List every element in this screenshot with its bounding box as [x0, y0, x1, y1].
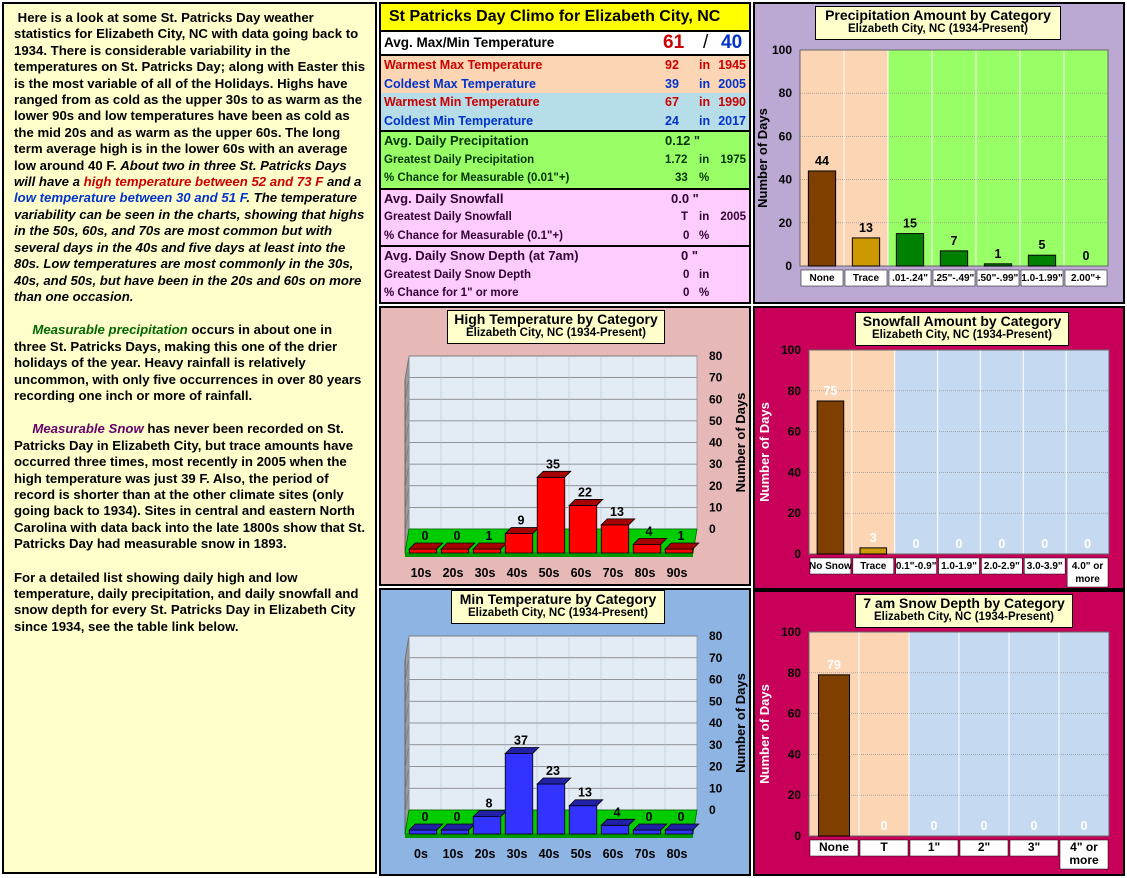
- hi-bar: [633, 544, 661, 553]
- narrative-paragraph-4: For a detailed list showing daily high and low temperature, daily precipitation, and daily snowfall and snow depth for every St. Patricks Day in Elizabeth City since 1934, see the table link below.: [14, 569, 359, 634]
- hi-bar-top: [537, 471, 571, 477]
- snow-data-label: 0: [955, 537, 963, 551]
- pct-snow-row: % Chance for Measurable (0.1"+) 0 %: [384, 229, 710, 242]
- hi-xtick-label: 80s: [634, 566, 656, 580]
- precip-ytick-label: 20: [778, 215, 792, 230]
- lo-ytick-label: 50: [709, 694, 723, 709]
- hi-data-label: 35: [546, 457, 560, 472]
- snow-ytick-label: 80: [787, 383, 801, 398]
- precip-bar: [984, 264, 1011, 266]
- avg-snow-row: Avg. Daily Snowfall 0.0 ": [384, 190, 699, 206]
- precip-data-label: 5: [1038, 238, 1046, 253]
- precip-ytick-label: 0: [785, 259, 792, 273]
- hi-bar: [473, 549, 501, 553]
- snow-bar: [817, 401, 844, 554]
- lo-ytick-label: 60: [709, 672, 723, 687]
- depth-data-label: 0: [980, 819, 988, 833]
- lo-ytick-label: 20: [709, 759, 723, 774]
- hi-ytick-label: 30: [709, 457, 723, 472]
- lo-xtick-label: 50s: [570, 847, 592, 861]
- hi-bar: [441, 549, 469, 553]
- snow-data-label: 0: [912, 537, 920, 551]
- narrative-paragraph-1: Here is a look at some St. Patricks Day weather statistics for Elizabeth City, NC with data going back to 1934. There is considerable variability in the temperatures on St. Patricks Day; along with Easter this is the most variable of all of the Holidays. Highs have ranged from as cold as the upper 30s to as warm as the lower 90s and low temperatures have been as cold as the mid 20s and as warm as the upper 60s. The long term average high is in the lower 60s with an average low around 40 F. About two in three St. Patricks Days will have a high temperature between 52 and 73 F and a low temperature between 30 and 51 F. The temperature variability can be seen in the charts, showing that highs in the 50s, 60s, and 70s are most common but with several days in the 40s and five days at least into the 80s. Low temperatures are most commonly in the 30s, 40s, and 50s, but have been in the 20s and 60s on more than one occasion.: [14, 10, 366, 304]
- lo-bar: [537, 784, 565, 834]
- snowfall-chart-title: Snowfall Amount by Category: [862, 313, 1062, 329]
- min-temp-chart-title: Min Temperature by Category: [459, 591, 657, 607]
- lo-data-label: 23: [546, 763, 560, 778]
- snowfall-chart: [755, 308, 1123, 588]
- precip-xtick-label: 1.0-1.99": [1021, 273, 1063, 284]
- lo-data-label: 4: [613, 805, 621, 820]
- lo-data-label: 0: [645, 810, 653, 824]
- snow-ytick-label: 0: [794, 547, 801, 561]
- min-temp-chart: [381, 590, 749, 874]
- avg-maxmin-row: Avg. Max/Min Temperature 61 / 40: [384, 32, 743, 53]
- lo-xtick-label: 80s: [666, 847, 688, 861]
- min-temp-chart-subtitle: Elizabeth City, NC (1934-Present): [467, 607, 648, 619]
- snow-data-label: 3: [869, 530, 877, 545]
- precip-chart: [755, 4, 1123, 302]
- lo-ytick-label: 80: [709, 629, 723, 643]
- lo-data-label: 37: [514, 733, 528, 748]
- narrative-panel: [2, 2, 377, 874]
- hi-xtick-label: 70s: [602, 566, 624, 580]
- precip-bar: [940, 251, 967, 266]
- depth-xtick-label: 3": [1027, 840, 1041, 854]
- high-temp-chart-title-box: [447, 310, 665, 344]
- greatest-snow-row: Greatest Daily Snowfall T in 2005: [384, 211, 746, 223]
- lo-ytick-label: 30: [709, 737, 723, 752]
- depth-xtick-label: 4" or: [1070, 840, 1098, 854]
- hi-bar: [601, 525, 629, 553]
- snow-data-label: 75: [823, 384, 838, 398]
- hi-xtick-label: 90s: [666, 566, 688, 580]
- pct-precip-row: % Chance for Measurable (0.01"+) 33 %: [384, 172, 710, 184]
- hi-data-label: 22: [578, 485, 592, 500]
- precip-bar: [896, 234, 923, 266]
- lo-xtick-label: 40s: [538, 847, 560, 861]
- lo-data-label: 0: [453, 810, 461, 824]
- precip-xtick-label: Trace: [852, 273, 880, 284]
- hi-xtick-label: 50s: [538, 566, 560, 580]
- lo-data-label: 0: [677, 810, 685, 824]
- snow-ytick-label: 60: [787, 424, 801, 439]
- lo-bar: [505, 754, 533, 834]
- hi-bar-top: [569, 499, 603, 505]
- hi-ytick-label: 80: [709, 349, 723, 363]
- depth-data-label: 0: [1080, 819, 1088, 833]
- hi-data-label: 4: [645, 524, 653, 539]
- lo-xtick-label: 10s: [442, 847, 464, 861]
- depth-ytick-label: 100: [780, 625, 801, 639]
- lo-xtick-label: 60s: [602, 847, 624, 861]
- hi-bar: [505, 534, 533, 553]
- avg-precip-row: Avg. Daily Precipitation 0.12 ": [384, 133, 701, 148]
- lo-bar-top: [601, 819, 635, 825]
- high-temp-chart: [381, 308, 749, 584]
- lo-bar: [441, 830, 469, 834]
- lo-bar: [409, 830, 437, 834]
- precip-chart-subtitle: Elizabeth City, NC (1934-Present): [847, 23, 1028, 35]
- depth-xtick-label: T: [880, 840, 888, 854]
- lo-bar-top: [569, 800, 603, 806]
- min-temp-chart-panel: [379, 588, 751, 876]
- hi-y-axis-label: Number of Days: [733, 392, 748, 493]
- snow-data-label: 0: [998, 537, 1006, 551]
- lo-data-label: 13: [578, 785, 592, 800]
- lo-ytick-label: 0: [709, 803, 716, 817]
- hi-xtick-label: 30s: [474, 566, 496, 580]
- snow-bar: [860, 548, 887, 554]
- depth-data-label: 0: [1030, 819, 1038, 833]
- precip-data-label: 1: [994, 246, 1002, 261]
- lo-data-label: 8: [485, 796, 493, 811]
- precip-xtick-label: .25"-.49": [933, 273, 975, 284]
- snowfall-chart-subtitle: Elizabeth City, NC (1934-Present): [871, 329, 1052, 341]
- hi-xtick-label: 20s: [442, 566, 464, 580]
- precip-ytick-label: 100: [771, 43, 792, 57]
- greatest-depth-row: Greatest Daily Snow Depth 0 in: [384, 268, 710, 281]
- hi-data-label: 1: [485, 529, 493, 543]
- precip-data-label: 7: [950, 233, 958, 248]
- hi-bar: [409, 549, 437, 553]
- hi-bar-top: [505, 528, 539, 534]
- hi-ytick-label: 0: [709, 522, 716, 536]
- lo-bar-top: [505, 748, 539, 754]
- precip-data-label: 13: [859, 220, 873, 235]
- hi-data-label: 0: [421, 529, 429, 543]
- depth-ytick-label: 60: [787, 706, 801, 721]
- narrative-paragraph-2: Measurable precipitation occurs in about one in three St. Patricks Days, making this one of the drier holidays of the year. Heavy rainfall is relatively uncommon, with only five occurrences in over 80 years recording one inch or more of rainfall.: [14, 322, 362, 403]
- lo-bar-top: [441, 824, 475, 830]
- hi-bar-top: [473, 543, 507, 549]
- high-temp-chart-panel: [379, 306, 751, 586]
- precip-data-label: 44: [815, 153, 829, 168]
- pct-depth-row: % Chance for 1" or more 0 %: [384, 287, 710, 299]
- lo-bar: [569, 806, 597, 834]
- lo-xtick-label: 70s: [634, 847, 656, 861]
- warmest-min-row: Warmest Min Temperature 67 in 1990: [384, 95, 746, 109]
- hi-bar: [569, 505, 597, 553]
- snow-depth-chart: [755, 592, 1123, 874]
- hi-ytick-label: 50: [709, 413, 723, 428]
- high-temp-chart-title: High Temperature by Category: [454, 311, 658, 327]
- climo-title: St Patricks Day Climo for Elizabeth City, NC: [381, 4, 749, 32]
- hi-floor-edge: [405, 553, 693, 557]
- coldest-max-row: Coldest Max Temperature 39 in 2005: [384, 76, 746, 91]
- snowfall-chart-title-box: [855, 312, 1069, 346]
- hi-bar: [665, 549, 693, 553]
- precip-xtick-label: None: [809, 273, 835, 284]
- climo-table: [379, 2, 751, 304]
- warmest-max-row: Warmest Max Temperature 92 in 1945: [384, 58, 746, 72]
- precip-data-label: 15: [903, 216, 917, 231]
- hi-bar: [537, 477, 565, 553]
- coldest-min-row: Coldest Min Temperature 24 in 2017: [384, 113, 746, 128]
- lo-bar-top: [665, 824, 699, 830]
- precip-bar: [1028, 255, 1055, 266]
- snow-data-label: 0: [1084, 537, 1092, 551]
- hi-xtick-label: 60s: [570, 566, 592, 580]
- snow-ytick-label: 40: [787, 465, 801, 480]
- precip-xtick-label: 2.00"+: [1070, 273, 1102, 284]
- hi-data-label: 1: [677, 529, 685, 543]
- snowfall-chart-panel: [753, 306, 1125, 590]
- snow-xtick-label: Trace: [860, 561, 887, 572]
- snow-y-axis-label: Number of Days: [757, 402, 772, 502]
- lo-ytick-label: 10: [709, 781, 723, 796]
- lo-xtick-label: 20s: [474, 847, 496, 861]
- snow-xtick-label: 3.0-3.9": [1026, 561, 1063, 572]
- lo-bar-top: [409, 824, 443, 830]
- lo-bar-top: [473, 811, 507, 817]
- hi-bar-top: [633, 538, 667, 544]
- depth-xtick-label: more: [1069, 853, 1099, 867]
- lo-floor-edge: [405, 834, 693, 838]
- snow-xtick-label: 0.1"-0.9": [895, 561, 937, 572]
- hi-bar-top: [441, 543, 475, 549]
- hi-bar-top: [409, 543, 443, 549]
- hi-data-label: 13: [610, 504, 624, 519]
- lo-bar-top: [537, 778, 571, 784]
- depth-data-label: 0: [880, 819, 888, 833]
- greatest-precip-row: Greatest Daily Precipitation 1.72 in 1975: [384, 153, 746, 166]
- precip-ytick-label: 80: [778, 86, 792, 101]
- snow-xtick-label: 4.0" or: [1071, 561, 1104, 572]
- depth-xtick-label: None: [819, 840, 849, 854]
- depth-y-axis-label: Number of Days: [757, 684, 772, 784]
- depth-xtick-label: 1": [927, 840, 941, 854]
- precip-chart-title: Precipitation Amount by Category: [825, 7, 1051, 23]
- precip-xtick-label: .50"-.99": [977, 273, 1019, 284]
- snow-ytick-label: 20: [787, 506, 801, 521]
- precip-ytick-label: 40: [778, 172, 792, 187]
- precip-bar: [808, 171, 835, 266]
- precip-chart-panel: [753, 2, 1125, 304]
- lo-ytick-label: 40: [709, 716, 723, 730]
- precip-xtick-label: .01-.24": [892, 273, 928, 284]
- hi-ytick-label: 10: [709, 500, 723, 515]
- snow-depth-chart-title-box: [855, 594, 1073, 628]
- hi-ytick-label: 40: [709, 435, 723, 450]
- lo-bar: [473, 817, 501, 834]
- lo-ytick-label: 70: [709, 650, 723, 665]
- avg-depth-row: Avg. Daily Snow Depth (at 7am) 0 ": [384, 248, 699, 263]
- narrative-paragraph-3: Measurable Snow has never been recorded on St. Patricks Day in Elizabeth City, but trace amounts have occurred three times, most recently in 2005 when the high temperature was just 39 F. Also, the period of record is shorter than at the other climate sites (only going back to 1934). Sites in central and eastern North Carolina with data back into the late 1800s show that St. Patricks Day had measurable snow in 1893.: [14, 421, 366, 552]
- lo-bar: [665, 830, 693, 834]
- snow-xtick-label: 2.0-2.9": [983, 561, 1020, 572]
- depth-ytick-label: 0: [794, 829, 801, 843]
- snow-xtick-label: No Snow: [809, 561, 852, 572]
- snow-depth-chart-panel: [753, 590, 1125, 876]
- snow-depth-chart-subtitle: Elizabeth City, NC (1934-Present): [873, 611, 1054, 623]
- snow-xtick-label: more: [1075, 574, 1100, 585]
- lo-bar: [633, 830, 661, 834]
- hi-data-label: 9: [517, 513, 525, 528]
- hi-ytick-label: 60: [709, 392, 723, 407]
- snow-plot-zone: [895, 350, 1109, 554]
- precip-ytick-label: 60: [778, 129, 792, 144]
- lo-xtick-label: 30s: [506, 847, 528, 861]
- depth-ytick-label: 80: [787, 665, 801, 680]
- hi-bar-top: [665, 543, 699, 549]
- depth-bar: [819, 675, 850, 836]
- precip-y-axis-label: Number of Days: [755, 108, 770, 208]
- depth-xtick-label: 2": [977, 840, 991, 854]
- depth-data-label: 79: [827, 657, 841, 672]
- hi-xtick-label: 40s: [506, 566, 528, 580]
- hi-bar-top: [601, 519, 635, 525]
- hi-data-label: 0: [453, 529, 461, 543]
- precip-data-label: 0: [1082, 249, 1090, 263]
- depth-ytick-label: 20: [787, 788, 801, 803]
- depth-data-label: 0: [930, 819, 938, 833]
- lo-data-label: 0: [421, 810, 429, 824]
- hi-xtick-label: 10s: [410, 566, 432, 580]
- lo-bar-top: [633, 824, 667, 830]
- snow-depth-chart-title: 7 am Snow Depth by Category: [863, 595, 1065, 611]
- lo-bar: [601, 825, 629, 834]
- hi-ytick-label: 70: [709, 370, 723, 385]
- lo-xtick-label: 0s: [414, 847, 428, 861]
- precip-bar: [852, 238, 879, 266]
- snow-data-label: 0: [1041, 537, 1049, 551]
- snow-ytick-label: 100: [780, 343, 801, 357]
- snow-xtick-label: 1.0-1.9": [941, 561, 977, 572]
- depth-ytick-label: 40: [787, 747, 801, 762]
- hi-ytick-label: 20: [709, 478, 723, 493]
- high-temp-chart-subtitle: Elizabeth City, NC (1934-Present): [465, 327, 646, 339]
- precip-chart-title-box: [815, 6, 1061, 40]
- lo-y-axis-label: Number of Days: [733, 673, 748, 773]
- min-temp-chart-title-box: [451, 590, 665, 624]
